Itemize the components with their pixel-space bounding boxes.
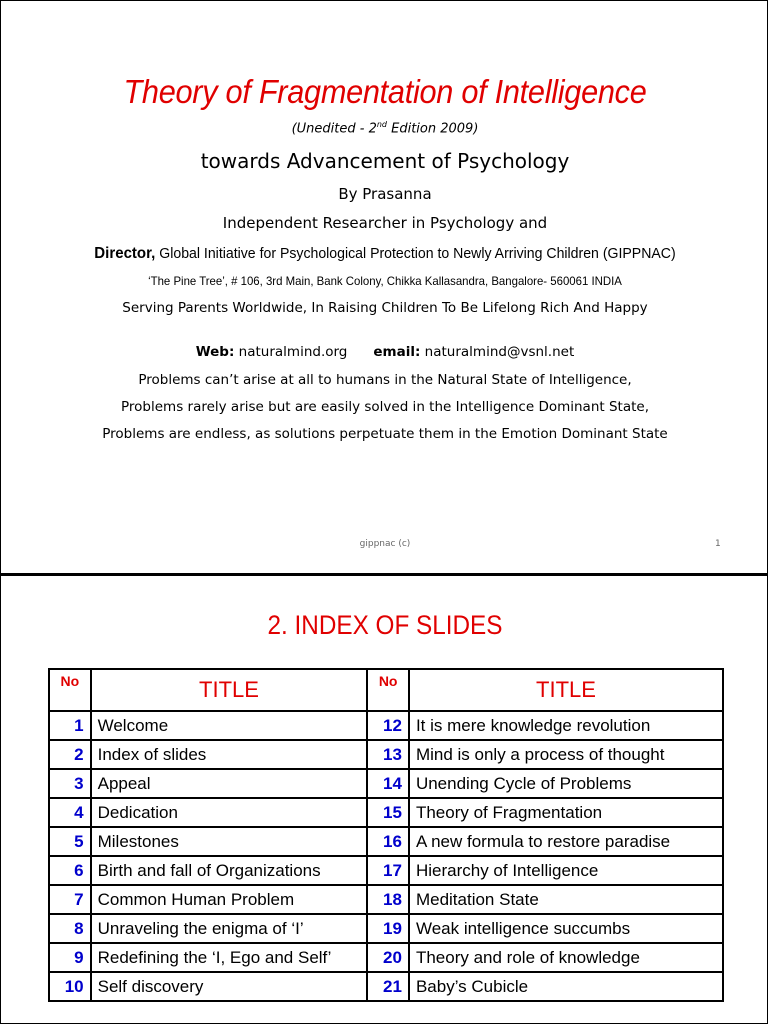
- row-title: Hierarchy of Intelligence: [409, 856, 723, 885]
- row-title: Mind is only a process of thought: [409, 740, 723, 769]
- row-number: 19: [367, 914, 409, 943]
- row-title: Meditation State: [409, 885, 723, 914]
- document-title: Theory of Fragmentation of Intelligence: [123, 73, 647, 110]
- slide-2: [0, 574, 768, 1024]
- slide-number: 1: [715, 539, 721, 549]
- row-title: Self discovery: [91, 972, 368, 1001]
- row-number: 6: [49, 856, 91, 885]
- row-title: Milestones: [91, 827, 368, 856]
- row-number: 18: [367, 885, 409, 914]
- row-number: 15: [367, 798, 409, 827]
- problem-line-2: Problems rarely arise but are easily solved in the Intelligence Dominant State,: [121, 399, 649, 415]
- row-number: 3: [49, 769, 91, 798]
- row-number: 13: [367, 740, 409, 769]
- affiliation: Independent Researcher in Psychology and: [222, 214, 548, 232]
- index-title: 2. INDEX OF SLIDES: [267, 610, 503, 640]
- row-number: 17: [367, 856, 409, 885]
- table-row: [49, 827, 723, 856]
- table-row: [49, 740, 723, 769]
- director-org: Global Initiative for Psychological Protection to Newly Arriving Children (GIPPNAC): [155, 245, 676, 262]
- row-number: 1: [49, 711, 91, 740]
- table-row: [49, 885, 723, 914]
- director-label: Director,: [94, 245, 156, 262]
- row-number: 8: [49, 914, 91, 943]
- row-title: Theory of Fragmentation: [409, 798, 723, 827]
- contact-line: [1, 344, 768, 360]
- row-number: 21: [367, 972, 409, 1001]
- table-row: [49, 769, 723, 798]
- row-number: 2: [49, 740, 91, 769]
- row-title: Welcome: [91, 711, 368, 740]
- row-title: Unending Cycle of Problems: [409, 769, 723, 798]
- row-number: 9: [49, 943, 91, 972]
- table-row: [49, 856, 723, 885]
- table-row: [49, 943, 723, 972]
- row-title: A new formula to restore paradise: [409, 827, 723, 856]
- row-title: Dedication: [91, 798, 368, 827]
- tagline: Serving Parents Worldwide, In Raising Children To Be Lifelong Rich And Happy: [122, 300, 648, 316]
- author: By Prasanna: [338, 185, 432, 203]
- row-number: 5: [49, 827, 91, 856]
- row-number: 12: [367, 711, 409, 740]
- address: ‘The Pine Tree’, # 106, 3rd Main, Bank Colony, Chikka Kallasandra, Bangalore- 560061 INDIA: [148, 274, 622, 288]
- header-no-right: No: [367, 669, 409, 711]
- row-title: Weak intelligence succumbs: [409, 914, 723, 943]
- table-header-row: [49, 669, 723, 711]
- index-table: [48, 668, 724, 1002]
- row-title: Redefining the ‘I, Ego and Self’: [91, 943, 368, 972]
- table-row: [49, 798, 723, 827]
- table-row: [49, 972, 723, 1001]
- row-number: 7: [49, 885, 91, 914]
- row-title: Theory and role of knowledge: [409, 943, 723, 972]
- row-number: 20: [367, 943, 409, 972]
- email-value: naturalmind@vsnl.net: [420, 344, 575, 360]
- table-row: [49, 914, 723, 943]
- row-title: Baby’s Cubicle: [409, 972, 723, 1001]
- row-title: Appeal: [91, 769, 368, 798]
- slide-footer: gippnac (c): [359, 539, 411, 549]
- row-title: It is mere knowledge revolution: [409, 711, 723, 740]
- email-label: email:: [373, 344, 421, 360]
- row-number: 14: [367, 769, 409, 798]
- web-value: naturalmind.org: [234, 344, 348, 360]
- header-title-right: TITLE: [409, 669, 723, 711]
- header-title-left: TITLE: [91, 669, 368, 711]
- subtitle: towards Advancement of Psychology: [200, 149, 570, 173]
- problem-line-3: Problems are endless, as solutions perpetuate them in the Emotion Dominant State: [102, 426, 668, 442]
- problem-line-1: Problems can’t arise at all to humans in the Natural State of Intelligence,: [138, 372, 632, 388]
- row-title: Unraveling the enigma of ‘I’: [91, 914, 368, 943]
- row-title: Common Human Problem: [91, 885, 368, 914]
- director-line: [24, 245, 746, 263]
- edition-note: (Unedited - 2nd Edition 2009): [291, 120, 479, 137]
- table-row: [49, 711, 723, 740]
- row-title: Index of slides: [91, 740, 368, 769]
- row-number: 16: [367, 827, 409, 856]
- web-label: Web:: [195, 344, 235, 360]
- row-number: 10: [49, 972, 91, 1001]
- row-title: Birth and fall of Organizations: [91, 856, 368, 885]
- header-no-left: No: [49, 669, 91, 711]
- row-number: 4: [49, 798, 91, 827]
